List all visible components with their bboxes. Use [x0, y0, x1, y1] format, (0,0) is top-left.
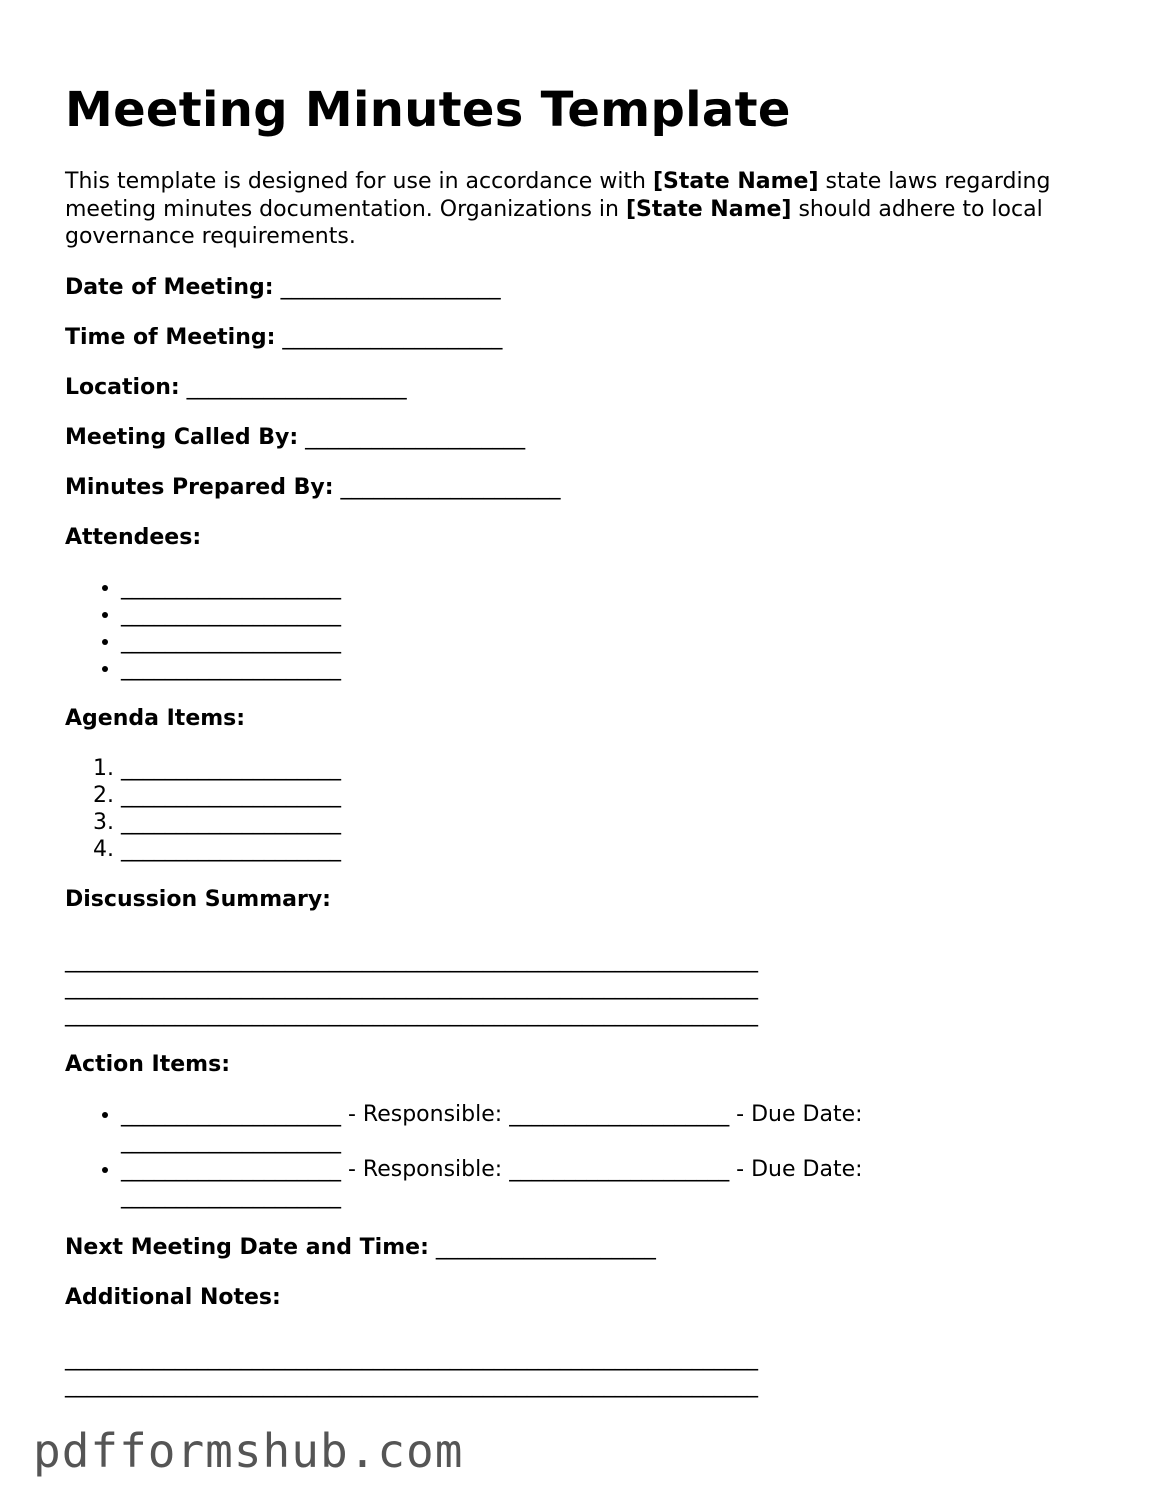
state-name-placeholder-1: [State Name] [653, 169, 819, 194]
next-meeting-blank[interactable]: ____________________ [435, 1234, 656, 1260]
responsible-blank[interactable]: ____________________ [509, 1101, 730, 1127]
agenda-item[interactable]: 2. ____________________ [121, 782, 1105, 809]
minutes-prepared-by-field [65, 474, 1105, 501]
discussion-line[interactable]: _______________________________________________________________ [65, 974, 758, 1000]
due-date-label: - Due Date: [729, 1101, 863, 1127]
discussion-line[interactable]: _______________________________________________________________ [65, 1001, 758, 1027]
location-label: Location: [65, 374, 180, 400]
agenda-items-label: Agenda Items: [65, 705, 246, 731]
location-blank[interactable]: ____________________ [186, 374, 407, 400]
minutes-prepared-by-label: Minutes Prepared By: [65, 474, 334, 500]
next-meeting-field [65, 1234, 1105, 1261]
action-item [121, 1101, 961, 1156]
action-task-blank[interactable]: ____________________ [121, 1101, 341, 1127]
discussion-summary-lines [65, 947, 1105, 1028]
agenda-item[interactable]: 4. ____________________ [121, 836, 1105, 863]
date-of-meeting-label: Date of Meeting: [65, 274, 274, 300]
attendees-list [65, 574, 1105, 682]
additional-notes-label: Additional Notes: [65, 1284, 281, 1310]
time-of-meeting-label: Time of Meeting: [65, 324, 276, 350]
discussion-line[interactable]: _______________________________________________________________ [65, 947, 758, 973]
responsible-blank[interactable]: ____________________ [509, 1156, 730, 1182]
responsible-label: - Responsible: [341, 1101, 510, 1127]
page-title: Meeting Minutes Template [65, 82, 791, 138]
notes-line[interactable]: _______________________________________________________________ [65, 1345, 758, 1371]
responsible-label: - Responsible: [341, 1156, 510, 1182]
notes-line[interactable]: _______________________________________________________________ [65, 1372, 758, 1398]
attendees-label: Attendees: [65, 524, 202, 550]
agenda-item[interactable]: 1. ____________________ [121, 755, 1105, 782]
due-date-blank[interactable]: ____________________ [121, 1129, 341, 1154]
action-items-label: Action Items: [65, 1051, 230, 1077]
due-date-blank[interactable]: ____________________ [121, 1184, 341, 1209]
attendee-item[interactable]: • ____________________ [121, 628, 1105, 655]
meeting-called-by-label: Meeting Called By: [65, 424, 299, 450]
minutes-prepared-by-blank[interactable]: ____________________ [340, 474, 561, 500]
state-name-placeholder-2: [State Name] [625, 196, 792, 222]
attendee-item[interactable]: • ____________________ [121, 655, 1105, 682]
action-items-list [65, 1101, 961, 1211]
intro-paragraph [65, 168, 1105, 251]
location-field [65, 374, 1105, 401]
attendee-item[interactable]: • ____________________ [121, 574, 1105, 601]
additional-notes-lines [65, 1345, 1105, 1399]
next-meeting-label: Next Meeting Date and Time: [65, 1234, 429, 1260]
time-of-meeting-field [65, 324, 1105, 351]
date-of-meeting-field [65, 274, 1105, 301]
due-date-label: - Due Date: [729, 1156, 863, 1182]
attendee-item[interactable]: • ____________________ [121, 601, 1105, 628]
action-item [121, 1156, 961, 1211]
intro-text-3: should adhere to local governance requirements. [65, 196, 1043, 249]
agenda-item[interactable]: 3. ____________________ [121, 809, 1105, 836]
date-of-meeting-blank[interactable]: ____________________ [280, 274, 501, 300]
meeting-called-by-blank[interactable]: ____________________ [305, 424, 526, 450]
watermark: pdfformshub.com [33, 1424, 464, 1478]
discussion-summary-label: Discussion Summary: [65, 886, 331, 912]
time-of-meeting-blank[interactable]: ____________________ [282, 324, 503, 350]
intro-text-1: This template is designed for use in accordance with [65, 169, 653, 194]
agenda-items-list [65, 755, 1105, 863]
intro-text-2: state laws regarding meeting minutes documentation. Organizations in [65, 169, 1051, 222]
meeting-called-by-field [65, 424, 1105, 451]
action-task-blank[interactable]: ____________________ [121, 1156, 341, 1182]
document [65, 78, 1105, 1399]
